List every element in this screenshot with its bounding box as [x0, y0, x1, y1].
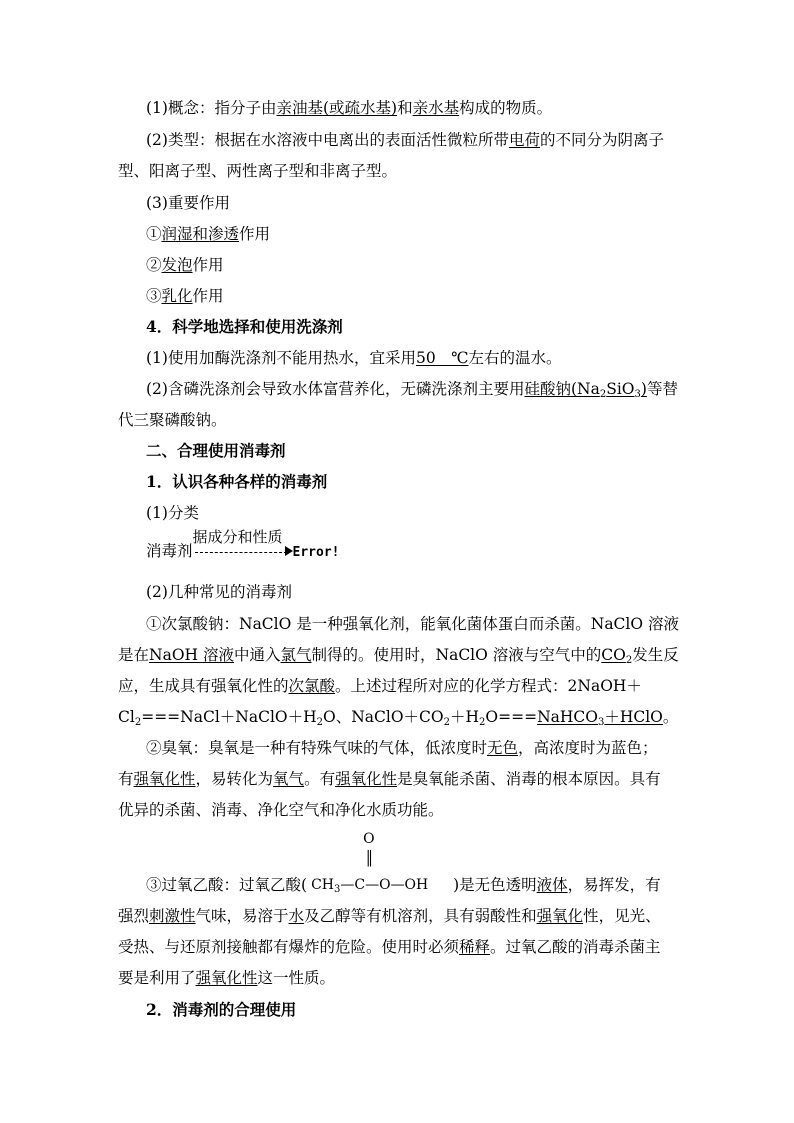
peracetic-acid-line2: 强烈刺激性气味，易溶于水及乙醇等有机溶剂，具有弱酸性和强氧化性，见光、: [118, 907, 661, 925]
important-role-heading: (3)重要作用: [146, 194, 230, 212]
peracetic-acid-line3: 受热、与还原剂接触都有爆炸的危险。使用时必须稀释。过氧乙酸的消毒杀菌主: [118, 938, 661, 956]
role-item-2: ②发泡作用: [146, 256, 224, 274]
subsection-heading-1: 1．认识各种各样的消毒剂: [146, 472, 328, 491]
role-item-1: ①润湿和渗透作用: [146, 225, 271, 243]
arrow-right-icon: [285, 546, 293, 556]
phosphorus-paragraph-line1: (2)含磷洗涤剂会导致水体富营养化，无磷洗涤剂主要用硅酸钠$(Na_2SiO_3)$等替: [146, 380, 678, 400]
ozone-line2: 有强氧化性，易转化为氧气。有强氧化性是臭氧能杀菌、消毒的根本原因。具有: [118, 770, 661, 788]
type-paragraph-line2: 型、阳离子型、两性离子型和非离子型。: [118, 162, 398, 180]
section-heading-2: 二、合理使用消毒剂: [146, 441, 286, 460]
role-item-3: ③乳化作用: [146, 287, 224, 305]
naclo-line2: 是在NaOH 溶液中通入氯气制得的。使用时，NaClO 溶液与空气中的$CO_2$发生反: [118, 646, 679, 666]
peracetic-acid-structural-formula: O ║ $CH_3—C—O—OH$: [311, 831, 429, 895]
classification-arrow-line: 消毒剂 据成分和性质 Error!: [146, 528, 340, 560]
section-heading-4: 4．科学地选择和使用洗涤剂: [146, 317, 343, 336]
carbonyl-double-bond: ║: [365, 851, 374, 867]
classification-heading: (1)分类: [146, 504, 199, 522]
naclo-line1: ①次氯酸钠：NaClO 是一种强氧化剂，能氧化菌体蛋白而杀菌。NaClO 溶液: [146, 615, 680, 633]
enzyme-detergent-paragraph: (1)使用加酶洗涤剂不能用热水，宜采用50 ℃左右的温水。: [146, 349, 562, 367]
common-disinfectants-heading: (2)几种常见的消毒剂: [146, 583, 292, 601]
concept-paragraph: (1)概念：指分子由亲油基(或疏水基)和亲水基构成的物质。: [146, 99, 553, 117]
ozone-line3: 优异的杀菌、消毒、净化空气和净化水质功能。: [118, 801, 444, 819]
naclo-line3: 应，生成具有强氧化性的次氯酸。上述过程所对应的化学方程式：2NaOH＋: [118, 677, 642, 695]
dashed-arrow: 据成分和性质: [193, 541, 293, 561]
type-paragraph-line1: (2)类型：根据在水溶液中电离出的表面活性微粒所带电荷的不同分为阴离子: [146, 131, 664, 149]
ozone-line1: ②臭氧：臭氧是一种有特殊气味的气体，低浓度时无色，高浓度时为蓝色；: [146, 739, 658, 757]
phosphorus-paragraph-line2: 代三聚磷酸钠。: [118, 411, 227, 429]
naclo-equation-line: $Cl_2===NaCl+NaClO+H_2O$、$NaClO+CO_2+H_2O===NaHCO_3+HClO$。: [118, 708, 679, 728]
error-text: Error!: [292, 545, 340, 560]
peracetic-acid-line4: 要是利用了强氧化性这一性质。: [118, 969, 336, 987]
peracetic-acid-line1: ③过氧乙酸：过氧乙酸( O ║ $CH_3—C—O—OH$ )是无色透明液体，易挥发，有: [146, 831, 661, 895]
subsection-heading-2: 2．消毒剂的合理使用: [146, 1000, 297, 1019]
